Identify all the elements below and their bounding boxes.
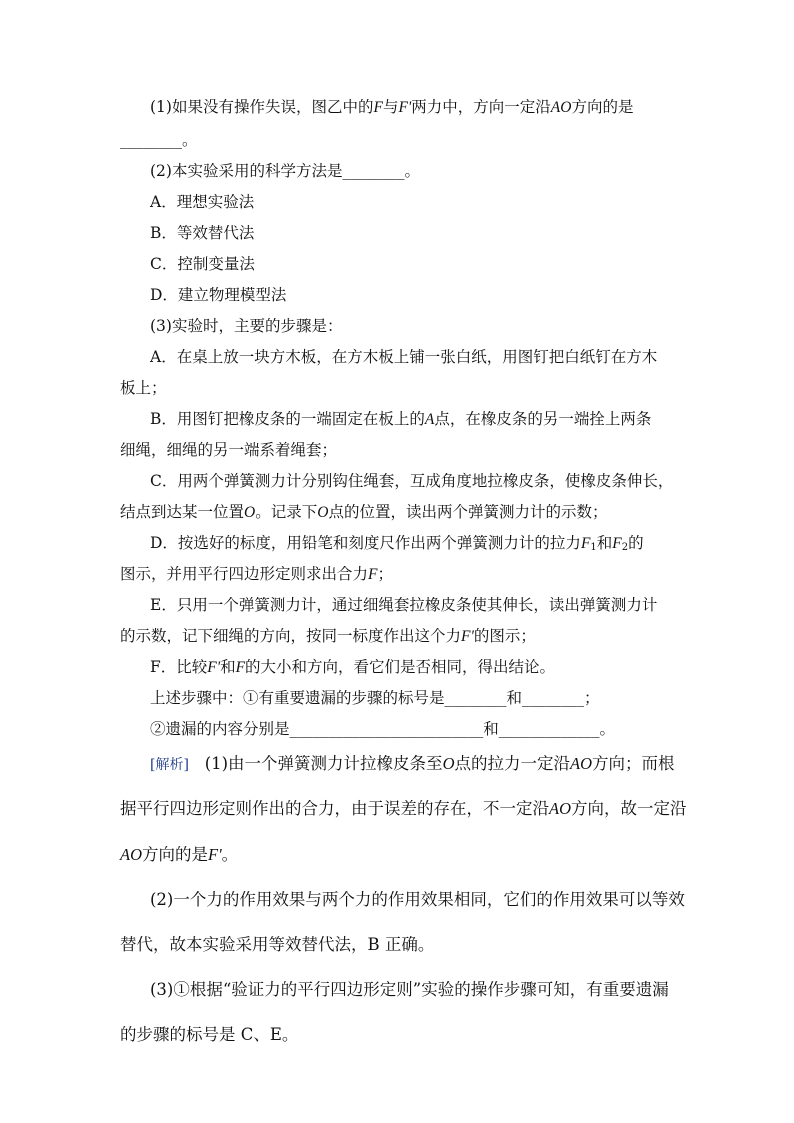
step-text: 和 xyxy=(220,658,236,676)
solution-text: 方向；而根 xyxy=(591,754,675,773)
q3-step-d-line2 xyxy=(120,564,393,585)
line-AO: AO xyxy=(120,845,142,864)
solution-text: (1)由一个弹簧测力计拉橡皮条至 xyxy=(204,754,443,773)
solution-tag: [解析] xyxy=(150,757,189,773)
solution-p2-line2: 替代，故本实验采用等效替代法，B 正确。 xyxy=(120,935,435,954)
q3-step-c-line1: C．用两个弹簧测力计分别钩住绳套，互成角度地拉橡皮条，使橡皮条伸长， xyxy=(150,472,674,490)
point-O: O xyxy=(244,504,256,521)
q3-step-b-line1 xyxy=(150,409,651,430)
step-text: F．比较 xyxy=(150,658,208,676)
q3-step-a-line2: 板上； xyxy=(120,379,167,397)
step-text: 的示数，记下细绳的方向，按同一标度作出这个力 xyxy=(120,627,462,645)
q1-line2: ________。 xyxy=(120,131,198,149)
q3-step-f xyxy=(150,657,555,678)
step-text: 的 xyxy=(628,534,644,552)
point-O: O xyxy=(442,754,455,773)
force-F: F xyxy=(235,659,246,676)
force-F: F xyxy=(373,99,383,116)
q2-option-b: B．等效替代法 xyxy=(150,224,255,242)
q3-step-a-line1: A．在桌上放一块方木板，在方木板上铺一张白纸，用图钉把白纸钉在方木 xyxy=(150,348,658,366)
solution-line2 xyxy=(120,799,687,819)
step-text: 和 xyxy=(596,534,613,552)
subscript: 2 xyxy=(621,542,629,553)
force-F2: F xyxy=(612,535,622,552)
step-text: 点的位置，读出两个弹簧测力计的示数； xyxy=(328,503,608,521)
q3-ask2: ②遗漏的内容分别是_________________________和_____________。 xyxy=(150,720,616,738)
q3-step-b-line2: 细绳，细绳的另一端系着绳套； xyxy=(120,441,338,459)
line-AO: AO xyxy=(549,799,571,818)
solution-p3-line2: 的步骤的标号是 C、E。 xyxy=(120,1025,299,1044)
step-text: 图示，并用平行四边形定则求出合力 xyxy=(120,565,369,583)
q1-text: 方向的是 xyxy=(571,98,634,116)
q3-step-d-line1 xyxy=(150,533,644,558)
q3-stem: (3)实验时，主要的步骤是： xyxy=(150,317,343,335)
solution-text: 据平行四边形定则作出的合力，由于误差的存在，不一定沿 xyxy=(120,799,549,818)
step-text: B．用图钉把橡皮条的一端固定在板上的 xyxy=(150,410,425,428)
step-text: 的图示； xyxy=(473,627,536,645)
q2-option-d: D．建立物理模型法 xyxy=(150,286,287,304)
q1-line1 xyxy=(150,97,633,118)
solution-p3-line1: (3)①根据“验证力的平行四边形定则”实验的操作步骤可知，有重要遗漏 xyxy=(150,980,669,999)
solution-text: 方向的是 xyxy=(142,845,208,864)
point-A: A xyxy=(424,411,435,428)
force-F-prime: F' xyxy=(461,628,474,645)
point-O: O xyxy=(317,504,329,521)
step-text: 点，在橡皮条的另一端拴上两条 xyxy=(434,410,652,428)
force-F: F xyxy=(368,566,378,583)
step-text: 。记录下 xyxy=(255,503,318,521)
q1-text: (1)如果没有操作失误，图乙中的 xyxy=(150,98,374,116)
solution-text: 。 xyxy=(221,845,239,864)
step-text: D．按选好的标度，用铅笔和刻度尺作出两个弹簧测力计的拉力 xyxy=(150,534,581,552)
solution-text: 方向，故一定沿 xyxy=(571,799,687,818)
q3-ask1: 上述步骤中：①有重要遗漏的步骤的标号是________和________； xyxy=(150,689,600,707)
q3-step-e-line2 xyxy=(120,626,536,647)
line-AO: AO xyxy=(569,754,592,773)
solution-line3 xyxy=(120,845,238,865)
force-F-prime: F' xyxy=(207,659,221,676)
force-F1: F xyxy=(580,535,591,552)
q1-text: 与 xyxy=(382,98,399,116)
q2-option-a: A．理想实验法 xyxy=(150,193,255,211)
step-text: 结点到达某一位置 xyxy=(120,503,245,521)
q3-step-e-line1: E．只用一个弹簧测力计，通过细绳套拉橡皮条使其伸长，读出弹簧测力计 xyxy=(150,596,658,614)
step-text: ； xyxy=(377,565,393,583)
solution-text: 点的拉力一定沿 xyxy=(454,754,570,773)
solution-p2-line1: (2)一个力的作用效果与两个力的作用效果相同，它们的作用效果可以等效 xyxy=(150,890,685,909)
solution-line1 xyxy=(150,754,674,775)
step-text: 的大小和方向，看它们是否相同，得出结论。 xyxy=(245,658,556,676)
force-F-prime: F' xyxy=(398,99,412,116)
subscript: 1 xyxy=(590,542,597,553)
q3-step-c-line2 xyxy=(120,502,607,523)
line-AO: AO xyxy=(550,99,572,116)
force-F-prime: F' xyxy=(208,845,222,864)
q2-stem: (2)本实验采用的科学方法是________。 xyxy=(150,162,420,180)
q2-option-c: C．控制变量法 xyxy=(150,255,255,273)
q1-text: 两力中，方向一定沿 xyxy=(411,98,551,116)
